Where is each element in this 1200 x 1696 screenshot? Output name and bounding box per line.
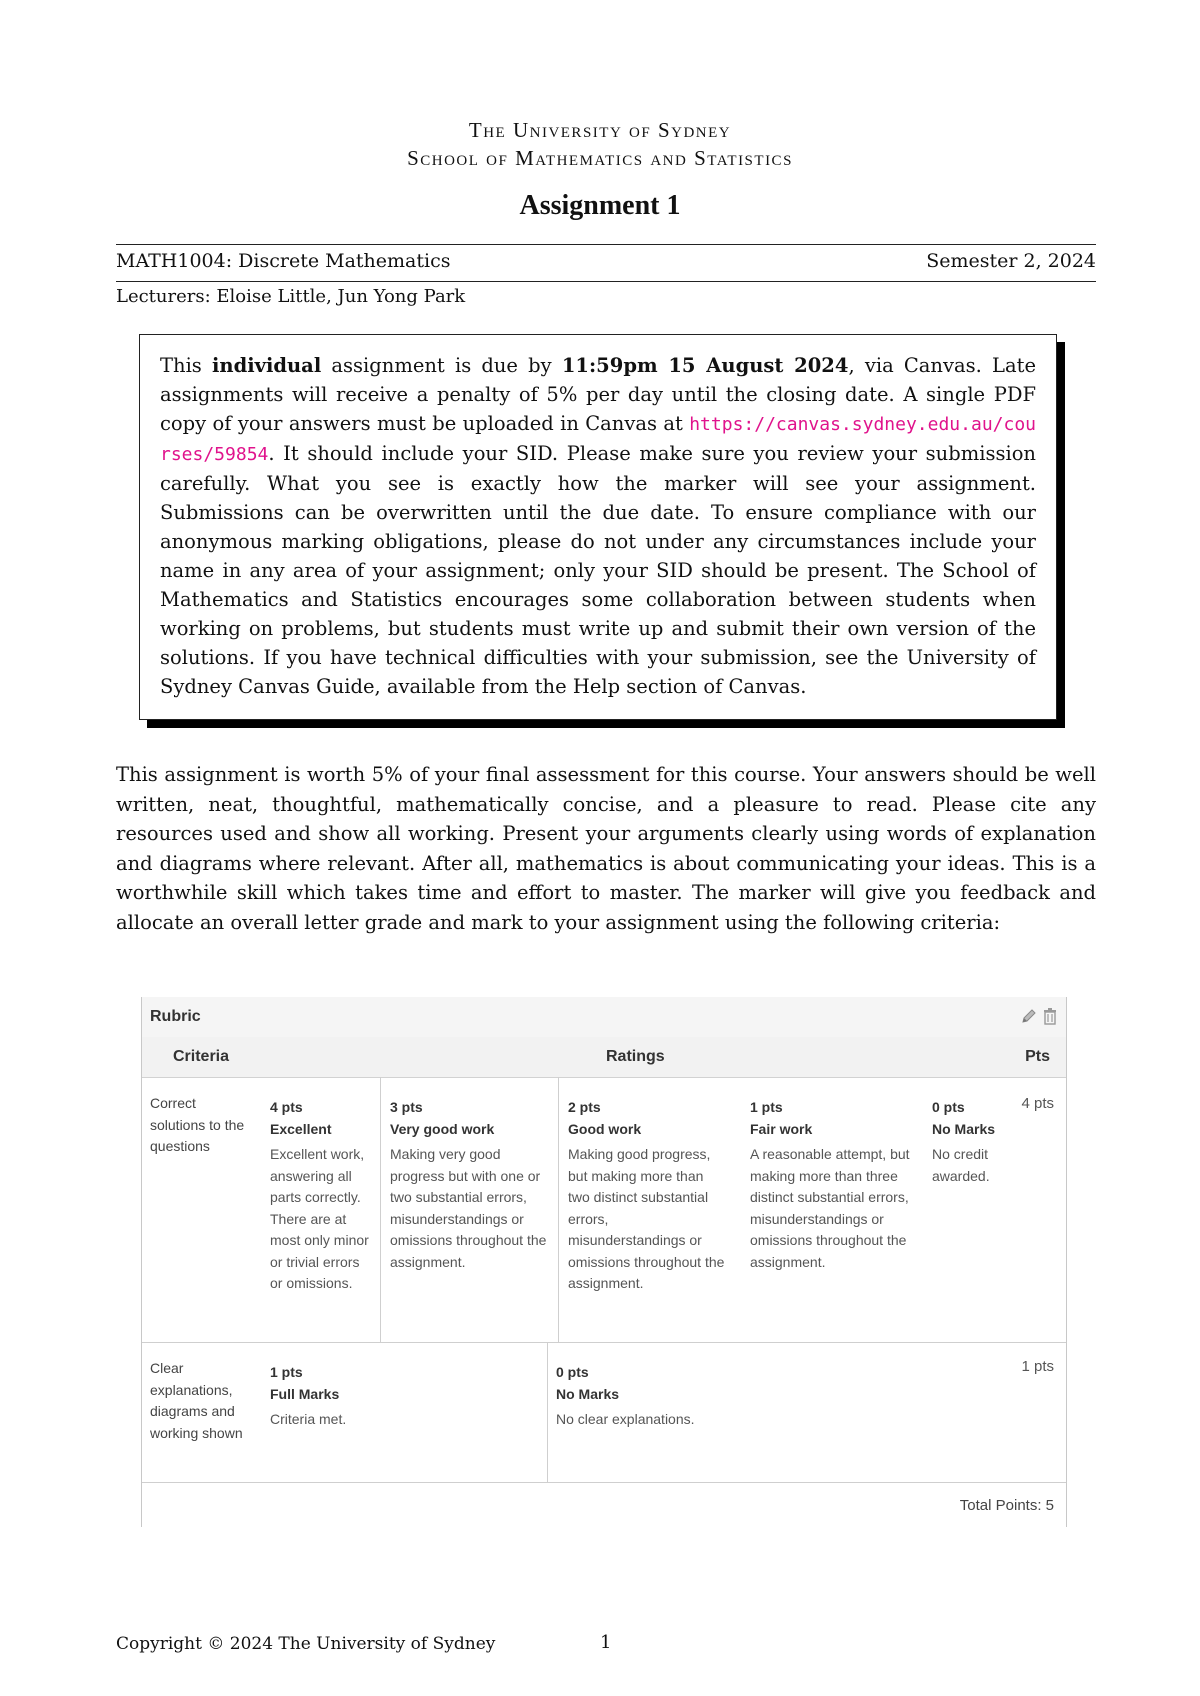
rating-name: Fair work bbox=[750, 1120, 813, 1137]
rubric-column-header bbox=[142, 1037, 1066, 1078]
document-title: Assignment 1 bbox=[519, 190, 681, 221]
rating-no-marks[interactable] bbox=[932, 1097, 1002, 1187]
notice-text: . It should include your SID. Please make sure you review your submission carefully. What you see is exactly how the marker will see your assignment. Submissions can be overwritten until the due date. To ensure compliance with our anonymous marking obligations, please do not under any circumstances include your name in any area of your assignment; only your SID should be present. The School of Mathematics and Statistics encourages some collaboration between students when working on problems, but students must write up and submit their own version of the solutions. If you have technical difficulties with your submission, see the University of Sydney Canvas Guide, available from the Help section of Canvas. bbox=[160, 442, 1036, 698]
rubric-title-bar bbox=[142, 997, 1066, 1038]
school-name: School of Mathematics and Statistics bbox=[407, 146, 793, 170]
row-divider bbox=[142, 1482, 1066, 1483]
rating-points: 1 pts bbox=[750, 1099, 783, 1115]
rating-name: No Marks bbox=[932, 1120, 996, 1137]
rating-name: No Marks bbox=[556, 1385, 620, 1402]
rating-points: 1 pts bbox=[270, 1364, 303, 1380]
bottom-rule bbox=[116, 281, 1096, 282]
criterion-points: 1 pts bbox=[1021, 1358, 1054, 1375]
rating-description: A reasonable attempt, but making more than three distinct substantial errors, misunderstandings or omissions throughout the assignment. bbox=[750, 1146, 910, 1270]
top-rule bbox=[116, 244, 1096, 245]
notice-due-date: 11:59pm 15 August 2024 bbox=[561, 354, 849, 377]
rating-description: Criteria met. bbox=[270, 1411, 347, 1427]
footer-copyright: Copyright © 2024 The University of Sydney bbox=[116, 1634, 496, 1654]
rating-description: No credit awarded. bbox=[932, 1146, 990, 1184]
rating-divider bbox=[380, 1077, 381, 1342]
row-divider bbox=[142, 1342, 1066, 1343]
criterion-description: Correct solutions to the questions bbox=[150, 1095, 245, 1154]
criterion-points: 4 pts bbox=[1021, 1095, 1054, 1112]
assessment-intro-paragraph: This assignment is worth 5% of your final assessment for this course. Your answers should be well written, neat, thoughtful, mathematically concise, and a pleasure to read. Please cite any resources used and show all working. Present your arguments clearly using words of explanation and diagrams where relevant. After all, mathematics is about communicating your ideas. This is a worthwhile skill which takes time and effort to master. The marker will give you feedback and allocate an overall letter grade and mark to your assignment using the following criteria: bbox=[116, 763, 1096, 934]
submission-notice-box bbox=[139, 334, 1057, 720]
criteria-column-header: Criteria bbox=[173, 1048, 230, 1065]
rating-points: 3 pts bbox=[390, 1099, 423, 1115]
rating-description: Making very good progress but with one or two substantial errors, misunderstandings or omissions throughout the assignment. bbox=[390, 1146, 547, 1270]
rating-divider bbox=[558, 1077, 559, 1342]
rating-no-marks[interactable] bbox=[556, 1362, 856, 1431]
rating-full-marks[interactable] bbox=[270, 1362, 530, 1431]
page-number: 1 bbox=[600, 1632, 612, 1653]
rating-name: Excellent bbox=[270, 1120, 332, 1137]
rating-divider bbox=[547, 1342, 548, 1482]
rating-description: No clear explanations. bbox=[556, 1411, 695, 1427]
lecturers: Lecturers: Eloise Little, Jun Yong Park bbox=[116, 286, 466, 307]
canvas-course-link[interactable]: https://canvas.sydney.edu.au/courses/59854 bbox=[160, 414, 1036, 465]
rating-fair[interactable] bbox=[750, 1097, 914, 1273]
university-name: The University of Sydney bbox=[468, 118, 732, 142]
rating-very-good[interactable] bbox=[390, 1097, 552, 1273]
rubric-table bbox=[141, 997, 1067, 1527]
total-points: Total Points: 5 bbox=[959, 1497, 1054, 1514]
rating-name: Full Marks bbox=[270, 1385, 340, 1402]
notice-text: , via Canvas. Late assignments will receive a penalty of 5% per day until the closing date. A single PDF copy of your answers must be uploaded in Canvas at bbox=[160, 354, 1036, 435]
rating-description: Making good progress, but making more than two distinct substantial errors, misunderstandings or omissions throughout the assignment. bbox=[568, 1146, 725, 1291]
pencil-icon[interactable] bbox=[1020, 1007, 1038, 1025]
trash-icon[interactable] bbox=[1042, 1007, 1058, 1025]
rating-excellent[interactable] bbox=[270, 1097, 372, 1295]
rating-points: 0 pts bbox=[932, 1099, 965, 1115]
rating-points: 2 pts bbox=[568, 1099, 601, 1115]
rating-good[interactable] bbox=[568, 1097, 726, 1295]
rubric-title: Rubric bbox=[150, 1008, 201, 1025]
semester: Semester 2, 2024 bbox=[926, 250, 1096, 272]
rating-points: 0 pts bbox=[556, 1364, 589, 1380]
ratings-column-header: Ratings bbox=[606, 1048, 665, 1065]
rating-points: 4 pts bbox=[270, 1099, 303, 1115]
rating-name: Good work bbox=[568, 1120, 642, 1137]
course-name: MATH1004: Discrete Mathematics bbox=[116, 250, 451, 272]
rating-name: Very good work bbox=[390, 1120, 495, 1137]
pts-column-header: Pts bbox=[1025, 1048, 1050, 1065]
notice-text: assignment is due by bbox=[321, 354, 562, 377]
notice-bold-individual: individual bbox=[212, 354, 322, 377]
rating-description: Excellent work, answering all parts correctly. There are at most only minor or trivial errors or omissions. bbox=[270, 1146, 369, 1291]
notice-text: This bbox=[160, 354, 212, 377]
criterion-description: Clear explanations, diagrams and working shown bbox=[150, 1360, 243, 1441]
